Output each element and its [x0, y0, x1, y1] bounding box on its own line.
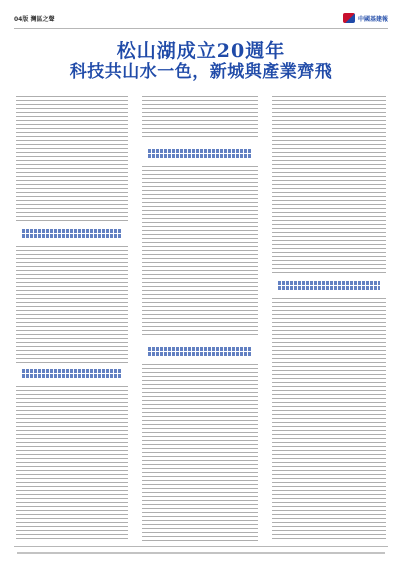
subhead-text-line	[22, 229, 122, 233]
subhead-text-line	[148, 154, 252, 158]
subhead-text-line	[278, 281, 380, 285]
subhead-text-line	[148, 149, 252, 153]
body-text	[272, 96, 386, 274]
top-divider	[14, 28, 388, 29]
article-column-2	[142, 96, 258, 541]
body-text	[142, 166, 258, 338]
subhead-text-line	[148, 347, 252, 351]
headline	[14, 40, 388, 83]
subhead-text-line	[22, 374, 122, 378]
body-text	[16, 96, 128, 224]
column-subhead	[142, 148, 258, 159]
headline-line-2: 科技共山水一色，新城與產業齊飛	[69, 62, 333, 82]
article-column-3	[272, 96, 386, 541]
column-subhead	[16, 228, 128, 239]
column-subhead	[272, 280, 386, 291]
section-label: 04版 灣區之聲	[14, 15, 55, 23]
brand-logo	[343, 13, 388, 23]
headline-line-1: 松山湖成立20週年	[116, 40, 286, 62]
column-subhead	[16, 368, 128, 379]
brand-name: 中國基建報	[357, 15, 388, 23]
body-text	[142, 96, 258, 140]
footer	[14, 549, 388, 557]
article-column-1	[16, 96, 128, 541]
bottom-divider	[14, 546, 388, 547]
subhead-text-line	[22, 234, 122, 238]
masthead	[14, 10, 388, 26]
footer-text	[17, 552, 385, 554]
brand-logo-icon	[343, 13, 355, 23]
body-text	[272, 298, 386, 542]
body-text	[142, 364, 258, 542]
body-text	[16, 246, 128, 364]
subhead-text-line	[278, 286, 380, 290]
subhead-text-line	[22, 369, 122, 373]
column-subhead	[142, 346, 258, 357]
body-text	[16, 386, 128, 542]
subhead-text-line	[148, 352, 252, 356]
